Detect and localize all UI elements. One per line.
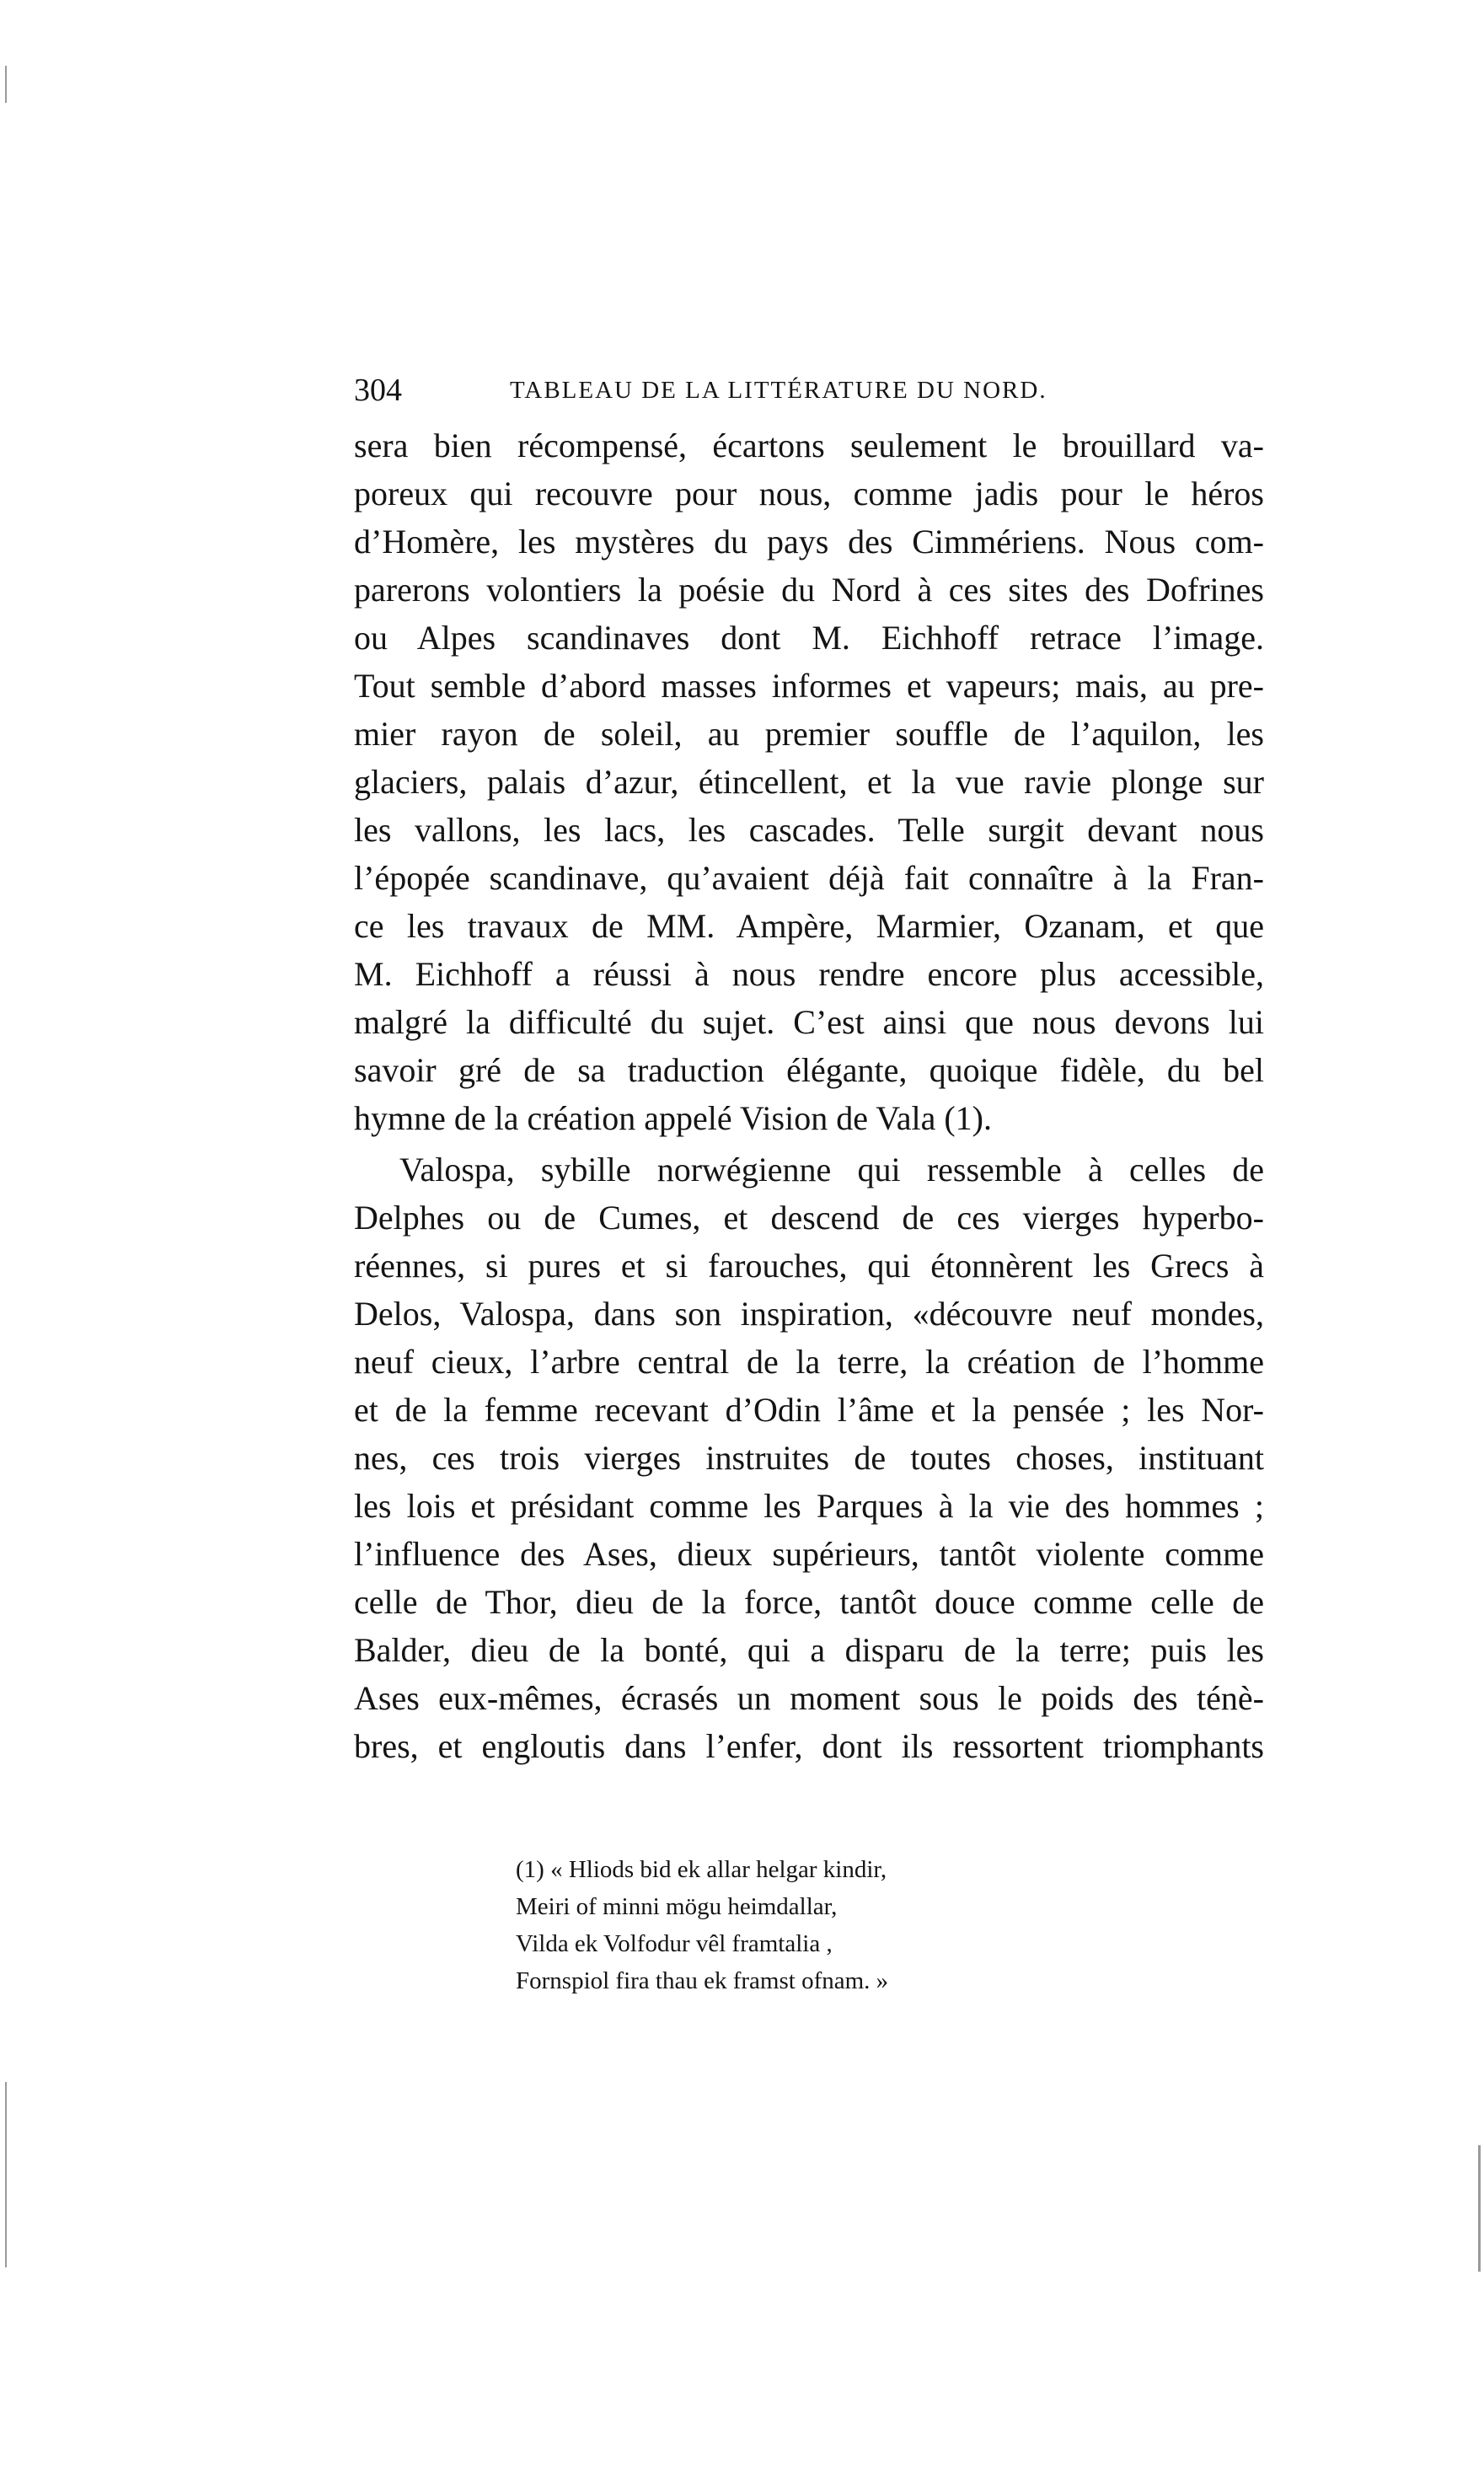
text-line: Balder, dieu de la bonté, qui a disparu de la terre; puis les xyxy=(354,1631,1264,1669)
text-line: Delos, Valospa, dans son inspiration, «découvre neuf mondes, xyxy=(354,1295,1264,1333)
text-line: malgré la difficulté du sujet. C’est ainsi que nous devons lui xyxy=(354,1003,1264,1041)
text-line: l’influence des Ases, dieux supérieurs, tantôt violente comme xyxy=(354,1535,1264,1573)
text-line: d’Homère, les mystères du pays des Cimmériens. Nous com- xyxy=(354,523,1264,561)
text-line: neuf cieux, l’arbre central de la terre, la création de l’homme xyxy=(354,1343,1264,1381)
text-line: parerons volontiers la poésie du Nord à ces sites des Dofrines xyxy=(354,571,1264,609)
paragraph-2 xyxy=(354,1146,1264,1770)
text-line: les vallons, les lacs, les cascades. Telle surgit devant nous xyxy=(354,811,1264,849)
footnote-line: (1) « Hliods bid ek allar helgar kindir, xyxy=(516,1856,887,1883)
text-line: hymne de la création appelé Vision de Vala (1). xyxy=(354,1099,992,1137)
running-head xyxy=(354,367,1264,414)
text-line: M. Eichhoff a réussi à nous rendre encore plus accessible, xyxy=(354,955,1264,993)
page-number: 304 xyxy=(354,373,402,408)
text-line: nes, ces trois vierges instruites de toutes choses, instituant xyxy=(354,1439,1264,1477)
footnote-line: Meiri of minni mögu heimdallar, xyxy=(516,1893,838,1920)
text-line: poreux qui recouvre pour nous, comme jadis pour le héros xyxy=(354,475,1264,512)
text-line: Tout semble d’abord masses informes et vapeurs; mais, au pre- xyxy=(354,667,1264,705)
body-text xyxy=(354,421,1264,1773)
text-line: l’épopée scandinave, qu’avaient déjà fait connaître à la Fran- xyxy=(354,859,1264,897)
text-line: savoir gré de sa traduction élégante, quoique fidèle, du bel xyxy=(354,1051,1264,1089)
text-line: mier rayon de soleil, au premier souffle de l’aquilon, les xyxy=(354,715,1264,753)
text-line: bres, et engloutis dans l’enfer, dont ils ressortent triomphants xyxy=(354,1727,1264,1765)
paragraph-1 xyxy=(354,421,1264,1142)
text-line: Valospa, sybille norwégienne qui ressemble à celles de xyxy=(399,1151,1264,1189)
text-line: ou Alpes scandinaves dont M. Eichhoff retrace l’image. xyxy=(354,619,1264,657)
text-line: Delphes ou de Cumes, et descend de ces vierges hyperbo- xyxy=(354,1199,1264,1237)
scan-edge-mark-left xyxy=(5,2082,7,2267)
footnote xyxy=(516,1851,1055,1999)
running-title: TABLEAU DE LA LITTÉRATURE DU NORD. xyxy=(510,377,1047,404)
text-line: Ases eux-mêmes, écrasés un moment sous le poids des ténè- xyxy=(354,1679,1264,1717)
scan-edge-mark-right xyxy=(1478,2145,1481,2272)
text-line: ce les travaux de MM. Ampère, Marmier, Ozanam, et que xyxy=(354,907,1264,945)
text-line: sera bien récompensé, écartons seulement le brouillard va- xyxy=(354,427,1264,464)
text-line: et de la femme recevant d’Odin l’âme et la pensée ; les Nor- xyxy=(354,1391,1264,1429)
footnote-line: Fornspiol fira thau ek framst ofnam. » xyxy=(516,1967,889,1994)
text-line: réennes, si pures et si farouches, qui étonnèrent les Grecs à xyxy=(354,1247,1264,1285)
text-line: glaciers, palais d’azur, étincellent, et la vue ravie plonge sur xyxy=(354,763,1264,801)
scan-edge-mark-top-left xyxy=(5,66,7,103)
text-line: celle de Thor, dieu de la force, tantôt douce comme celle de xyxy=(354,1583,1264,1621)
footnote-line: Vilda ek Volfodur vêl framtalia , xyxy=(516,1930,833,1957)
text-line: les lois et présidant comme les Parques à la vie des hommes ; xyxy=(354,1487,1264,1525)
